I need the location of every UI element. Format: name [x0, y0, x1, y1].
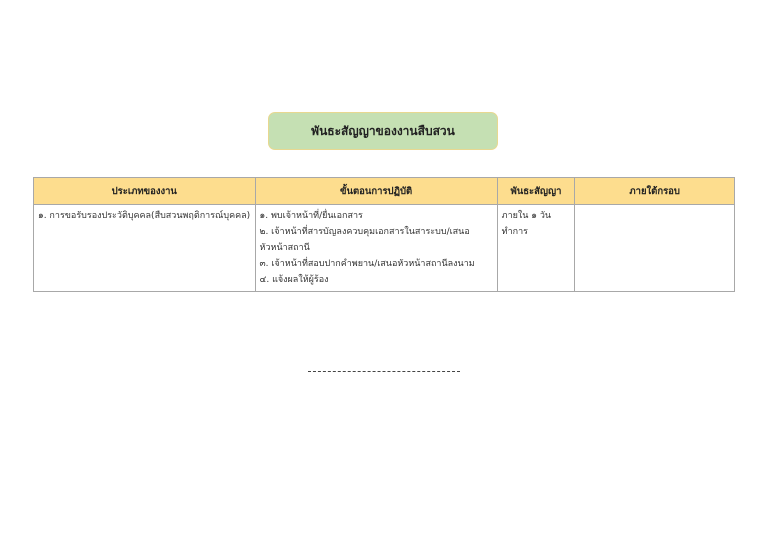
- table-header-row: [34, 178, 735, 205]
- cell-framework: [575, 205, 735, 292]
- separator-line: [308, 371, 460, 372]
- header-task-type: ประเภทของงาน: [34, 178, 256, 205]
- step-item: ๑. พบเจ้าหน้าที่/ยื่นเอกสาร: [259, 211, 363, 221]
- commitment-table: [33, 177, 735, 292]
- step-item: ๒. เจ้าหน้าที่สารบัญลงควบคุมเอกสารในสาระบบ/เสนอหัวหน้าสถานี: [259, 227, 470, 253]
- header-commitment: พันธะสัญญา: [497, 178, 575, 205]
- cell-steps: [255, 205, 497, 292]
- table-row: [34, 205, 735, 292]
- page-title: [268, 112, 498, 150]
- step-item: ๓. เจ้าหน้าที่สอบปากคำพยาน/เสนอหัวหน้าสถานีลงนาม: [259, 259, 475, 269]
- header-steps: ขั้นตอนการปฏิบัติ: [255, 178, 497, 205]
- page-title-text: พันธะสัญญาของงานสืบสวน: [311, 123, 455, 138]
- step-item: ๔. แจ้งผลให้ผู้ร้อง: [259, 275, 329, 285]
- header-framework: ภายใต้กรอบ: [575, 178, 735, 205]
- cell-task-type: ๑. การขอรับรองประวัติบุคคล(สืบสวนพฤติการณ์บุคคล): [34, 205, 256, 292]
- cell-commitment: ภายใน ๑ วันทำการ: [497, 205, 575, 292]
